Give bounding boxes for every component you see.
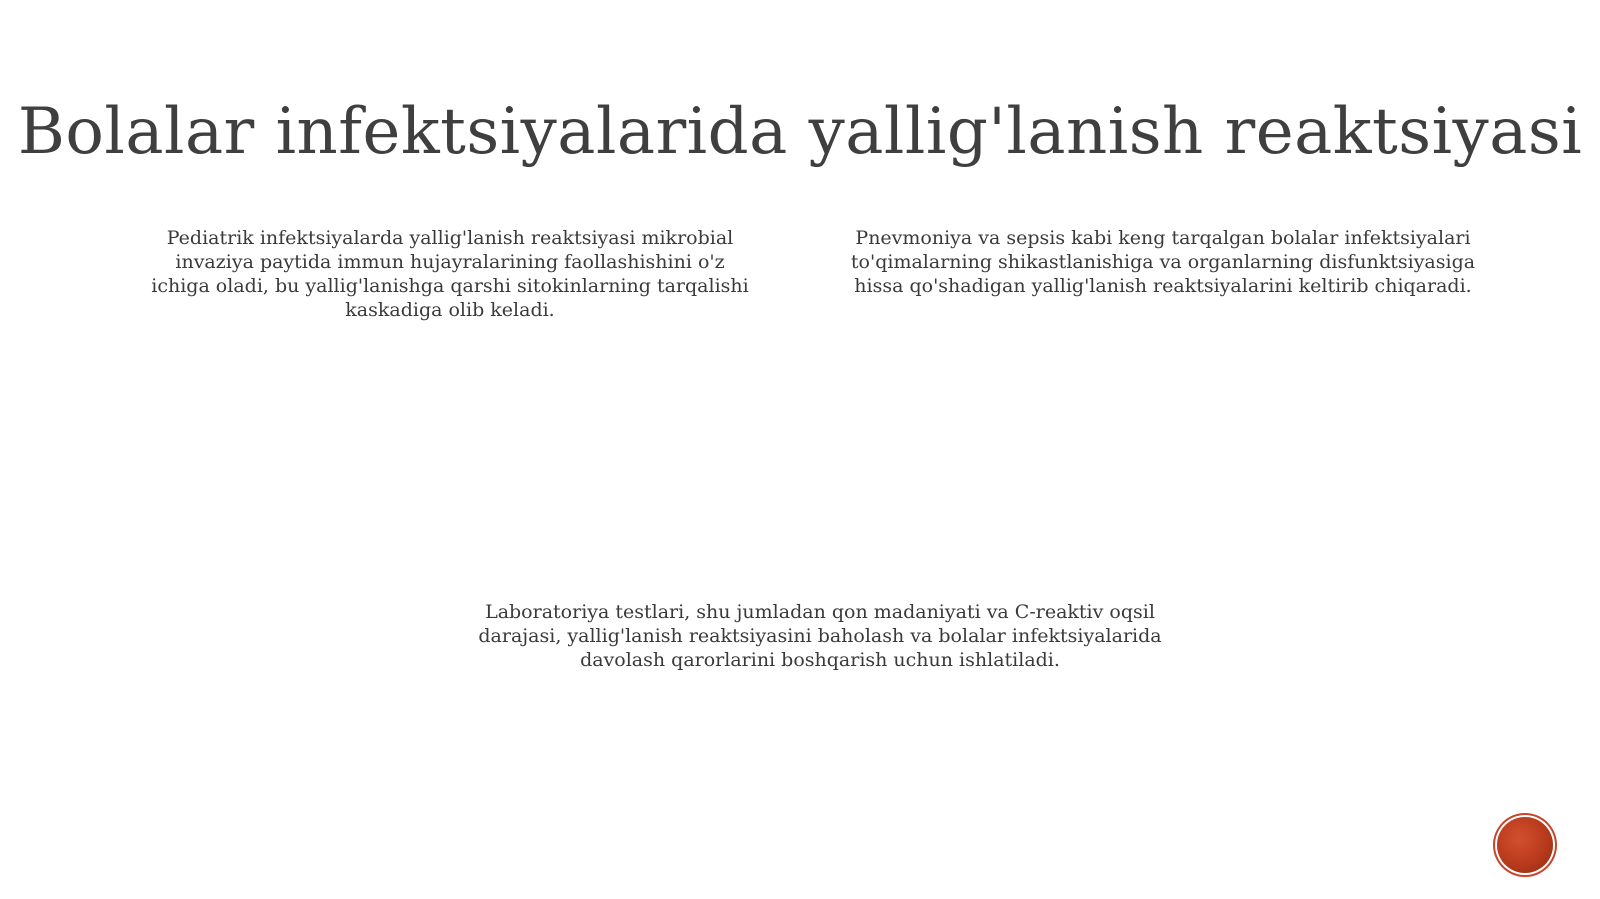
paragraph-bottom: Laboratoriya testlari, shu jumladan qon madaniyati va C-reaktiv oqsil darajasi, yallig'lanish reaktsiyasini baholash va bolalar infektsiyalarida davolash qarorlarini boshqarish uchun ishlatiladi. [478, 601, 1162, 671]
paragraph-left: Pediatrik infektsiyalarda yallig'lanish reaktsiyasi mikrobial invaziya paytida immun hujayralarining faollashishini o'z ichiga oladi, bu yallig'lanishga qarshi sitokinlarning tarqalishi kaskadiga olib keladi. [151, 227, 749, 321]
slide-title: Bolalar infektsiyalarida yallig'lanish reaktsiyasi [17, 94, 1583, 169]
paragraph-right: Pnevmoniya va sepsis kabi keng tarqalgan bolalar infektsiyalari to'qimalarning shikastlanishiga va organlarning disfunktsiyasiga hissa qo'shadigan yallig'lanish reaktsiyalarini keltirib chiqaradi. [850, 227, 1476, 297]
orange-circle-icon [1497, 817, 1553, 873]
